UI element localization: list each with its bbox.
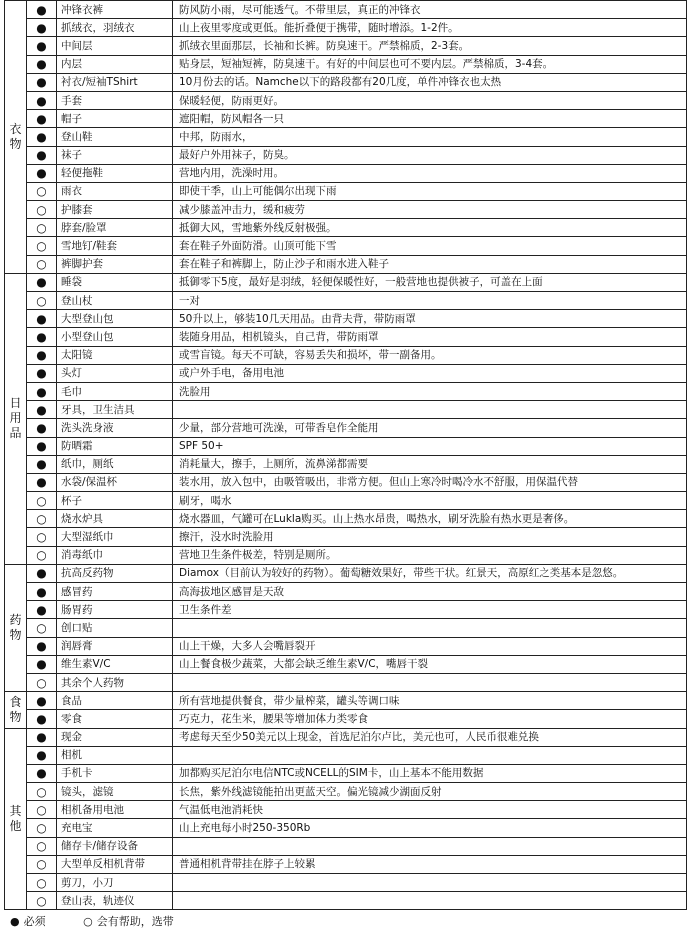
item-name: 帽子 xyxy=(57,110,173,128)
item-name: 相机 xyxy=(57,746,173,764)
item-row xyxy=(5,73,687,91)
item-name: 小型登山包 xyxy=(57,328,173,346)
item-description: 装随身用品，相机镜头，自己背，带防雨罩 xyxy=(173,328,687,346)
item-row xyxy=(5,128,687,146)
item-row xyxy=(5,764,687,782)
item-name: 护膝套 xyxy=(57,201,173,219)
item-name: 手机卡 xyxy=(57,764,173,782)
item-row xyxy=(5,164,687,182)
item-row xyxy=(5,874,687,892)
category-label: 日 用 品 xyxy=(5,273,27,564)
priority-mark: ○ xyxy=(27,219,57,237)
item-name: 烧水炉具 xyxy=(57,510,173,528)
priority-mark: ● xyxy=(27,473,57,491)
item-description: 山上干燥，大多人会嘴唇裂开 xyxy=(173,637,687,655)
item-name: 感冒药 xyxy=(57,583,173,601)
item-row xyxy=(5,783,687,801)
item-row xyxy=(5,401,687,419)
item-name: 大型单反相机背带 xyxy=(57,855,173,873)
item-name: 大型湿纸巾 xyxy=(57,528,173,546)
item-name: 防晒霜 xyxy=(57,437,173,455)
priority-mark: ● xyxy=(27,19,57,37)
item-description: 装水用，放入包中，由吸管吸出，非常方便。但山上寒冷时喝冷水不舒服，用保温代替 xyxy=(173,473,687,491)
item-description: 贴身层，短袖短裤，防臭速干。有好的中间层也可不要内层。严禁棉质，3-4套。 xyxy=(173,55,687,73)
item-row xyxy=(5,692,687,710)
item-description: 烧水器皿，气罐可在Lukla购买。山上热水昂贵，喝热水，刷牙洗脸有热水更是奢侈。 xyxy=(173,510,687,528)
priority-mark: ● xyxy=(27,364,57,382)
item-description: 抵御零下5度，最好是羽绒，轻便保暖性好，一般营地也提供被子，可盖在上面 xyxy=(173,273,687,291)
category-label: 衣 物 xyxy=(5,1,27,274)
item-name: 雪地钉/鞋套 xyxy=(57,237,173,255)
item-description: 营地内用，洗澡时用。 xyxy=(173,164,687,182)
item-description: 减少膝盖冲击力，缓和疲劳 xyxy=(173,201,687,219)
item-row xyxy=(5,837,687,855)
item-name: 手套 xyxy=(57,91,173,109)
item-row xyxy=(5,292,687,310)
priority-mark: ● xyxy=(27,455,57,473)
legend-optional-label: 会有帮助，选带 xyxy=(96,915,174,929)
legend xyxy=(4,910,686,934)
item-name: 头灯 xyxy=(57,364,173,382)
item-description: 洗脸用 xyxy=(173,382,687,400)
item-description: 或户外手电，备用电池 xyxy=(173,364,687,382)
priority-mark: ● xyxy=(27,110,57,128)
item-description xyxy=(173,837,687,855)
priority-mark: ● xyxy=(27,692,57,710)
item-name: 大型登山包 xyxy=(57,310,173,328)
priority-mark: ○ xyxy=(27,837,57,855)
item-row xyxy=(5,546,687,564)
priority-mark: ○ xyxy=(27,892,57,910)
item-name: 洗头洗身液 xyxy=(57,419,173,437)
item-name: 牙具，卫生洁具 xyxy=(57,401,173,419)
item-description: 最好户外用袜子，防臭。 xyxy=(173,146,687,164)
priority-mark: ● xyxy=(27,655,57,673)
priority-mark: ○ xyxy=(27,874,57,892)
item-description: 一对 xyxy=(173,292,687,310)
item-row xyxy=(5,237,687,255)
priority-mark: ○ xyxy=(27,510,57,528)
item-description: 防风防小雨，尽可能透气。不带里层，真正的冲锋衣 xyxy=(173,1,687,19)
item-row xyxy=(5,310,687,328)
item-name: 抗高反药物 xyxy=(57,564,173,582)
legend-optional-symbol: ○ xyxy=(83,915,93,929)
item-row xyxy=(5,746,687,764)
item-row xyxy=(5,1,687,19)
item-name: 杯子 xyxy=(57,492,173,510)
item-name: 登山表，轨迹仪 xyxy=(57,892,173,910)
category-label: 其 他 xyxy=(5,728,27,910)
item-description: 山上夜里零度或更低。能折叠便于携带，随时增添。1-2件。 xyxy=(173,19,687,37)
priority-mark: ● xyxy=(27,128,57,146)
item-description: 消耗量大，擦手，上厕所，流鼻涕都需要 xyxy=(173,455,687,473)
item-row xyxy=(5,492,687,510)
item-row xyxy=(5,55,687,73)
priority-mark: ○ xyxy=(27,292,57,310)
item-description: 10月份去的话。Namche以下的路段都有20几度，单件冲锋衣也太热 xyxy=(173,73,687,91)
item-description: 刷牙，喝水 xyxy=(173,492,687,510)
packing-list-sheet xyxy=(4,0,686,934)
priority-mark: ○ xyxy=(27,783,57,801)
item-row xyxy=(5,182,687,200)
item-description xyxy=(173,619,687,637)
item-row xyxy=(5,892,687,910)
item-row xyxy=(5,583,687,601)
item-name: 毛巾 xyxy=(57,382,173,400)
item-name: 其余个人药物 xyxy=(57,673,173,691)
item-description: 抵御大风，雪地紫外线反射极强。 xyxy=(173,219,687,237)
item-row xyxy=(5,328,687,346)
item-description: Diamox（目前认为较好的药物）。葡萄糖效果好，带些干状。红景天，高原红之类基本是忽悠。 xyxy=(173,564,687,582)
priority-mark: ● xyxy=(27,346,57,364)
priority-mark: ● xyxy=(27,401,57,419)
item-name: 睡袋 xyxy=(57,273,173,291)
legend-required-symbol: ● xyxy=(10,915,20,929)
item-name: 镜头，滤镜 xyxy=(57,783,173,801)
priority-mark: ● xyxy=(27,55,57,73)
item-row xyxy=(5,91,687,109)
item-description: 即使干季，山上可能偶尔出现下雨 xyxy=(173,182,687,200)
item-row xyxy=(5,710,687,728)
item-row xyxy=(5,637,687,655)
item-description xyxy=(173,673,687,691)
item-description xyxy=(173,892,687,910)
priority-mark: ○ xyxy=(27,201,57,219)
item-name: 食品 xyxy=(57,692,173,710)
item-description: 普通相机背带挂在脖子上较累 xyxy=(173,855,687,873)
item-row xyxy=(5,528,687,546)
item-name: 登山杖 xyxy=(57,292,173,310)
item-row xyxy=(5,382,687,400)
item-name: 太阳镜 xyxy=(57,346,173,364)
priority-mark: ● xyxy=(27,601,57,619)
item-name: 中间层 xyxy=(57,37,173,55)
item-description: 长焦，紫外线滤镜能拍出更蓝天空。偏光镜减少湖面反射 xyxy=(173,783,687,801)
item-description: 气温低电池消耗快 xyxy=(173,801,687,819)
item-name: 冲锋衣裤 xyxy=(57,1,173,19)
item-description: 营地卫生条件极差，特别是厕所。 xyxy=(173,546,687,564)
priority-mark: ○ xyxy=(27,801,57,819)
item-row xyxy=(5,219,687,237)
packing-list-table xyxy=(4,0,687,910)
item-row xyxy=(5,673,687,691)
item-description: 50升以上，够装10几天用品。由背夫背，带防雨罩 xyxy=(173,310,687,328)
priority-mark: ● xyxy=(27,37,57,55)
item-description: 抓绒衣里面那层，长袖和长裤。防臭速干。严禁棉质，2-3套。 xyxy=(173,37,687,55)
item-row xyxy=(5,473,687,491)
priority-mark: ● xyxy=(27,91,57,109)
item-row xyxy=(5,455,687,473)
item-description: 擦汗，没水时洗脸用 xyxy=(173,528,687,546)
priority-mark: ● xyxy=(27,728,57,746)
item-description: 加都购买尼泊尔电信NTC或NCELL的SIM卡，山上基本不能用数据 xyxy=(173,764,687,782)
category-label: 药 物 xyxy=(5,564,27,691)
item-name: 消毒纸巾 xyxy=(57,546,173,564)
priority-mark: ● xyxy=(27,382,57,400)
item-name: 纸巾，厕纸 xyxy=(57,455,173,473)
item-name: 内层 xyxy=(57,55,173,73)
item-name: 衬衣/短袖TShirt xyxy=(57,73,173,91)
priority-mark: ● xyxy=(27,1,57,19)
item-description: 巧克力，花生米，腰果等增加体力类零食 xyxy=(173,710,687,728)
item-description: 考虑每天至少50美元以上现金，首选尼泊尔卢比，美元也可，人民币很难兑换 xyxy=(173,728,687,746)
item-name: 脖套/脸罩 xyxy=(57,219,173,237)
item-row xyxy=(5,273,687,291)
priority-mark: ○ xyxy=(27,673,57,691)
priority-mark: ● xyxy=(27,710,57,728)
item-row xyxy=(5,437,687,455)
item-description: SPF 50+ xyxy=(173,437,687,455)
item-description: 或雪盲镜。每天不可缺，容易丢失和损坏，带一副备用。 xyxy=(173,346,687,364)
item-description: 山上餐食极少蔬菜，大都会缺乏维生素V/C，嘴唇干裂 xyxy=(173,655,687,673)
item-name: 充电宝 xyxy=(57,819,173,837)
priority-mark: ○ xyxy=(27,492,57,510)
item-name: 储存卡/储存设备 xyxy=(57,837,173,855)
item-name: 水袋/保温杯 xyxy=(57,473,173,491)
priority-mark: ○ xyxy=(27,819,57,837)
item-row xyxy=(5,364,687,382)
item-name: 袜子 xyxy=(57,146,173,164)
priority-mark: ● xyxy=(27,328,57,346)
item-row xyxy=(5,419,687,437)
item-row xyxy=(5,728,687,746)
item-name: 相机备用电池 xyxy=(57,801,173,819)
item-row xyxy=(5,510,687,528)
priority-mark: ○ xyxy=(27,182,57,200)
item-row xyxy=(5,346,687,364)
category-label: 食 物 xyxy=(5,692,27,728)
item-description: 高海拔地区感冒是天敌 xyxy=(173,583,687,601)
priority-mark: ○ xyxy=(27,546,57,564)
priority-mark: ○ xyxy=(27,255,57,273)
item-description xyxy=(173,874,687,892)
priority-mark: ● xyxy=(27,273,57,291)
item-description: 所有营地提供餐食，带少量榨菜，罐头等调口味 xyxy=(173,692,687,710)
item-name: 肠胃药 xyxy=(57,601,173,619)
item-description: 保暖轻便，防雨更好。 xyxy=(173,91,687,109)
item-description: 遮阳帽，防风帽各一只 xyxy=(173,110,687,128)
item-name: 维生素V/C xyxy=(57,655,173,673)
priority-mark: ● xyxy=(27,564,57,582)
item-description: 山上充电每小时250-350Rb xyxy=(173,819,687,837)
item-name: 抓绒衣，羽绒衣 xyxy=(57,19,173,37)
item-row xyxy=(5,110,687,128)
item-description xyxy=(173,746,687,764)
item-name: 零食 xyxy=(57,710,173,728)
priority-mark: ○ xyxy=(27,855,57,873)
legend-required-label: 必须 xyxy=(23,915,46,929)
priority-mark: ● xyxy=(27,73,57,91)
item-row xyxy=(5,601,687,619)
priority-mark: ○ xyxy=(27,528,57,546)
priority-mark: ● xyxy=(27,164,57,182)
item-row xyxy=(5,37,687,55)
item-description: 少量，部分营地可洗澡，可带香皂作全能用 xyxy=(173,419,687,437)
item-row xyxy=(5,564,687,582)
item-name: 轻便拖鞋 xyxy=(57,164,173,182)
item-row xyxy=(5,855,687,873)
item-row xyxy=(5,255,687,273)
item-name: 创口贴 xyxy=(57,619,173,637)
item-name: 雨衣 xyxy=(57,182,173,200)
priority-mark: ● xyxy=(27,419,57,437)
item-row xyxy=(5,819,687,837)
priority-mark: ● xyxy=(27,637,57,655)
item-description: 中邦，防雨水， xyxy=(173,128,687,146)
item-row xyxy=(5,801,687,819)
item-description: 套在鞋子和裤脚上，防止沙子和雨水进入鞋子 xyxy=(173,255,687,273)
item-name: 现金 xyxy=(57,728,173,746)
priority-mark: ● xyxy=(27,746,57,764)
priority-mark: ● xyxy=(27,583,57,601)
item-name: 裤脚护套 xyxy=(57,255,173,273)
priority-mark: ● xyxy=(27,764,57,782)
priority-mark: ○ xyxy=(27,619,57,637)
item-name: 剪刀，小刀 xyxy=(57,874,173,892)
priority-mark: ● xyxy=(27,437,57,455)
item-row xyxy=(5,19,687,37)
priority-mark: ● xyxy=(27,146,57,164)
item-row xyxy=(5,201,687,219)
item-name: 润唇膏 xyxy=(57,637,173,655)
item-description: 套在鞋子外面防滑。山顶可能下雪 xyxy=(173,237,687,255)
item-row xyxy=(5,146,687,164)
item-row xyxy=(5,619,687,637)
priority-mark: ○ xyxy=(27,237,57,255)
item-description: 卫生条件差 xyxy=(173,601,687,619)
item-row xyxy=(5,655,687,673)
item-description xyxy=(173,401,687,419)
item-name: 登山鞋 xyxy=(57,128,173,146)
priority-mark: ● xyxy=(27,310,57,328)
